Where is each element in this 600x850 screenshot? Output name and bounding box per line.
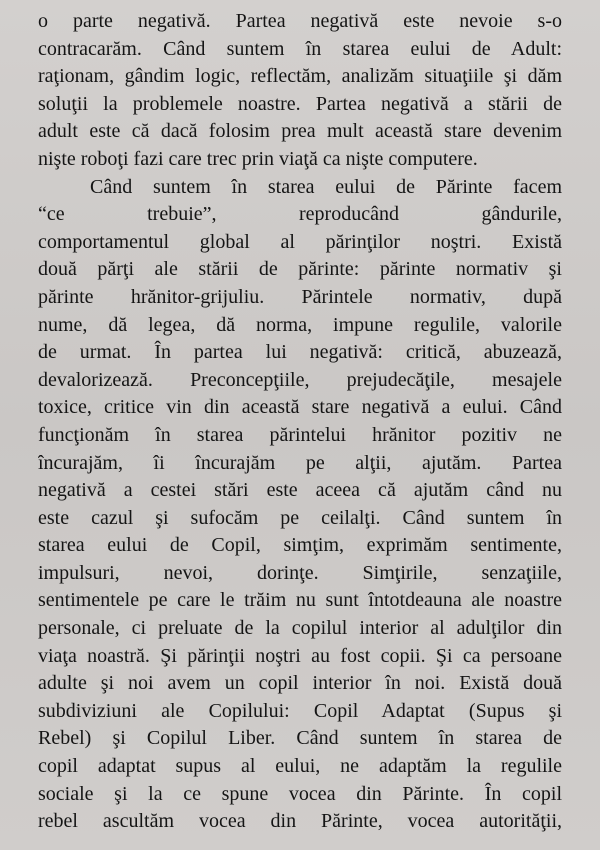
text-line-15: toxice, critice vin din această stare negativă a eului. Când [38, 396, 562, 419]
text-line-9: comportamentul global al părinţilor noştri. Există [38, 230, 562, 253]
text-line-28: copil adaptat supus al eului, ne adaptăm la regulile [38, 755, 562, 778]
text-line-8: “ce trebuie”, reproducând gândurile, [38, 203, 562, 226]
text-line-14: devalorizează. Preconcepţiile, prejudecăţile, mesajele [38, 368, 562, 391]
text-line-17: încurajăm, îi încurajăm pe alţii, ajutăm. Partea [38, 451, 562, 474]
text-line-7: Când suntem în starea eului de Părinte facem [90, 175, 562, 198]
text-line-19: este cazul şi sufocăm pe ceilalţi. Când suntem în [38, 506, 562, 529]
text-line-22: sentimentele pe care le trăim nu sunt întotdeauna ale noastre [38, 589, 562, 612]
text-line-29: sociale şi la ce spune vocea din Părinte. În copil [38, 782, 562, 805]
text-line-5: adult este că dacă folosim prea mult această stare devenim [38, 120, 562, 143]
text-line-20: starea eului de Copil, simţim, exprimăm sentimente, [38, 534, 562, 557]
text-line-16: funcţionăm în starea părintelui hrănitor pozitiv ne [38, 423, 562, 446]
text-line-1: o parte negativă. Partea negativă este nevoie s-o [38, 10, 562, 32]
text-line-6: nişte roboţi fazi care trec prin viaţă ca nişte computere. [38, 147, 478, 170]
text-line-10: două părţi ale stării de părinte: părinte normativ şi [38, 258, 562, 281]
text-line-24: viaţa noastră. Şi părinţii noştri au fost copii. Şi ca persoane [38, 644, 562, 667]
text-line-26: subdiviziuni ale Copilului: Copil Adaptat (Supus şi [38, 699, 562, 722]
text-line-27: Rebel) şi Copilul Liber. Când suntem în starea de [38, 727, 562, 750]
text-line-3: raţionam, gândim logic, reflectăm, analizăm situaţiile şi dăm [38, 65, 562, 88]
text-line-23: personale, ci preluate de la copilul interior al adulţilor din [38, 617, 562, 640]
text-line-2: contracarăm. Când suntem în starea eului de Adult: [38, 37, 562, 60]
text-line-18: negativă a cestei stări este aceea că ajutăm când nu [38, 479, 562, 502]
text-line-30: rebel ascultăm vocea din Părinte, vocea autorităţii, [38, 810, 562, 833]
text-line-11: părinte hrănitor-grijuliu. Părintele normativ, după [38, 285, 562, 308]
text-line-25: adulte şi noi avem un copil interior în noi. Există două [38, 672, 562, 695]
text-line-4: soluţii la problemele noastre. Partea negativă a stării de [38, 92, 562, 115]
text-line-12: nume, dă legea, dă norma, impune regulile, valorile [38, 313, 562, 336]
text-line-21: impulsuri, nevoi, dorinţe. Simţirile, senzaţiile, [38, 561, 562, 584]
text-line-13: de urmat. În partea lui negativă: critică, abuzează, [38, 341, 562, 364]
